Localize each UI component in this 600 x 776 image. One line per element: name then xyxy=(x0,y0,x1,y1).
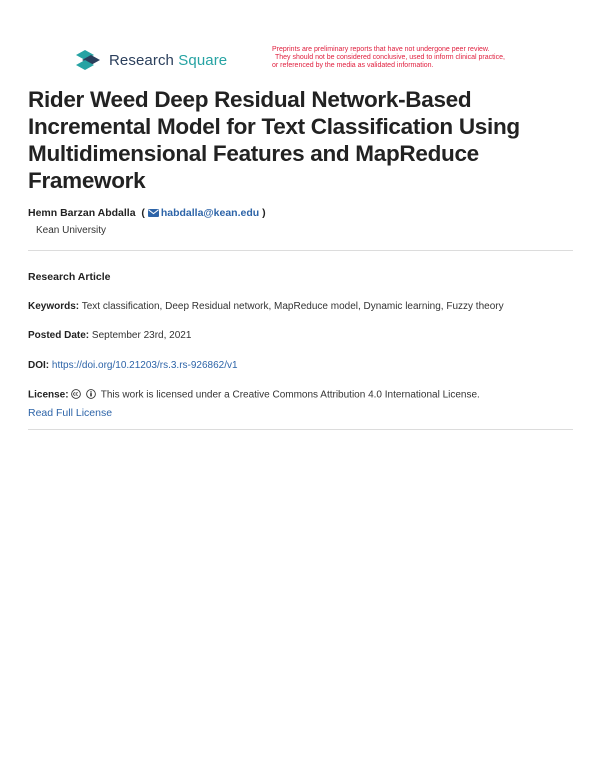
research-square-logo-icon xyxy=(74,49,102,71)
author-affiliation: Kean University xyxy=(36,225,107,236)
notice-line: They should not be considered conclusive, used to inform clinical practice, xyxy=(275,54,505,61)
article-type: Research Article xyxy=(28,271,111,283)
doi-label: DOI: xyxy=(28,360,50,371)
author-name: Hemn Barzan Abdalla xyxy=(28,207,136,219)
keywords-label: Keywords: xyxy=(28,301,80,312)
author-email-link[interactable]: habdalla@kean.edu xyxy=(160,207,260,219)
logo-text-square: Square xyxy=(178,51,228,69)
open-paren: ( xyxy=(141,207,145,219)
posted-date-value: September 23rd, 2021 xyxy=(91,330,192,341)
license-text: This work is licensed under a Creative Commons Attribution 4.0 International License. xyxy=(100,389,480,401)
page-header xyxy=(0,0,600,80)
read-full-license-link[interactable]: Read Full License xyxy=(28,407,113,419)
author-line xyxy=(28,207,266,219)
notice-line: or referenced by the media as validated information. xyxy=(272,62,434,69)
posted-date-row xyxy=(28,330,191,341)
posted-date-label: Posted Date: xyxy=(28,330,90,341)
logo-text-research: Research xyxy=(109,51,174,69)
preprint-notice xyxy=(272,46,542,70)
cc-by-icon xyxy=(86,389,96,399)
divider xyxy=(28,429,573,430)
divider xyxy=(28,250,573,251)
envelope-icon xyxy=(148,209,159,217)
paper-title: Rider Weed Deep Residual Network-Based Incremental Model for Text Classification Using Multidimensional Features and MapReduce Framework xyxy=(28,87,520,193)
logo-text xyxy=(109,52,227,69)
cc-icon xyxy=(71,389,81,399)
keywords-value: Text classification, Deep Residual network, MapReduce model, Dynamic learning, Fuzzy theory xyxy=(81,301,504,312)
license-row xyxy=(28,389,480,401)
license-label: License: xyxy=(28,389,69,401)
close-paren: ) xyxy=(262,207,266,219)
notice-line: Preprints are preliminary reports that have not undergone peer review. xyxy=(272,46,490,53)
doi-link[interactable]: https://doi.org/10.21203/rs.3.rs-926862/v1 xyxy=(51,360,238,371)
research-square-logo[interactable] xyxy=(74,47,227,73)
doi-row xyxy=(28,360,238,371)
keywords-row xyxy=(28,301,504,312)
